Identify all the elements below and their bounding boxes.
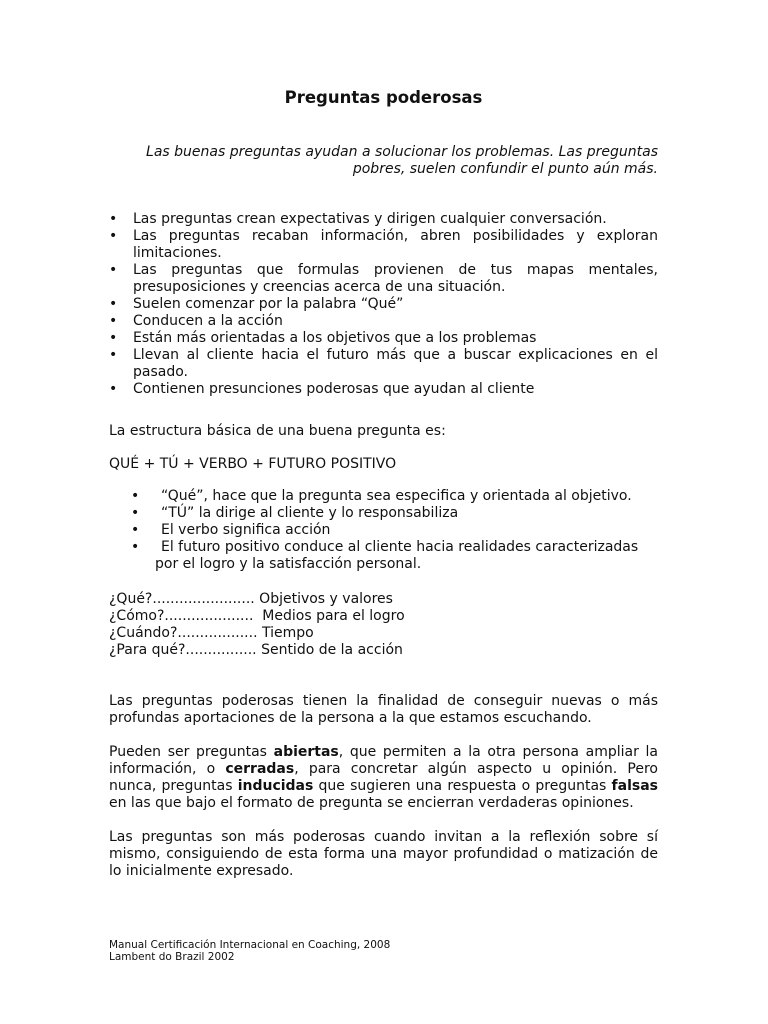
- bullet-item: • Las preguntas recaban información, abren posibilidades y exploran limitaciones.: [109, 228, 658, 262]
- bullet-item: • Las preguntas que formulas provienen de tus mapas mentales, presuposiciones y creencias acerca de una situación.: [109, 262, 658, 296]
- question-formula: QUÉ + TÚ + VERBO + FUTURO POSITIVO: [109, 456, 397, 472]
- bold-term: abiertas: [273, 744, 339, 760]
- paragraph-purpose: Las preguntas poderosas tienen la finalidad de conseguir nuevas o más profundas aportaciones de la persona a la que estamos escuchando.: [109, 693, 658, 726]
- paragraph-reflection: Las preguntas son más poderosas cuando invitan a la reflexión sobre sí mismo, consiguiendo de esta forma una mayor profundidad o matización de lo inicialmente expresado.: [109, 829, 658, 879]
- text-run: en las que bajo el formato de pregunta se encierran verdaderas opiniones.: [109, 795, 634, 811]
- bold-term: cerradas: [225, 761, 295, 777]
- page-title: Preguntas poderosas: [284, 88, 483, 107]
- bullet-item: • Contienen presunciones poderosas que ayudan al cliente: [109, 381, 658, 398]
- structure-intro: La estructura básica de una buena pregunta es:: [109, 423, 446, 439]
- question-word-row: ¿Qué?....................... Objetivos y valores: [109, 591, 393, 607]
- bold-term: falsas: [611, 778, 658, 794]
- text-run: Pueden ser preguntas: [109, 744, 274, 760]
- sub-bullet-item: • “Qué”, hace que la pregunta sea especifica y orientada al objetivo.: [109, 488, 658, 505]
- question-word-row: ¿Para qué?................ Sentido de la acción: [109, 642, 403, 658]
- footer-line-1: Manual Certificación Internacional en Coaching, 2008: [109, 939, 391, 951]
- page-footer: [109, 939, 390, 963]
- bullet-item: • Están más orientadas a los objetivos que a los problemas: [109, 330, 658, 347]
- bullet-list: [109, 211, 658, 398]
- text-run: , que permiten a la otra persona ampliar la información, o: [109, 744, 658, 777]
- sub-bullet-line-2: por el logro y la satisfacción personal.: [155, 556, 422, 572]
- bullet-item: • Suelen comenzar por la palabra “Qué”: [109, 296, 658, 313]
- text-run: , para concretar algún aspecto u opinión. Pero nunca, preguntas: [109, 761, 658, 794]
- sub-bullet-line-1: El futuro positivo conduce al cliente hacia realidades caracterizadas: [161, 539, 639, 555]
- question-word-row: ¿Cuándo?.................. Tiempo: [109, 625, 314, 641]
- sub-bullet-item: • El verbo significa acción: [109, 522, 658, 539]
- question-words-list: [109, 591, 405, 659]
- footer-line-2: Lambent do Brazil 2002: [109, 951, 235, 963]
- bullet-item: • Las preguntas crean expectativas y dirigen cualquier conversación.: [109, 211, 658, 228]
- epigraph-quote: [109, 144, 658, 178]
- paragraph-question-types: [109, 744, 658, 812]
- text-run: que sugieren una respuesta o preguntas: [313, 778, 612, 794]
- sub-bullet-item: [109, 539, 658, 573]
- epigraph-line-2: pobres, suelen confundir el punto aún más.: [352, 161, 658, 177]
- bold-term: inducidas: [237, 778, 314, 794]
- question-word-row: ¿Cómo?.................... Medios para el logro: [109, 608, 405, 624]
- bullet-item: • Conducen a la acción: [109, 313, 658, 330]
- bullet-item: • Llevan al cliente hacia el futuro más que a buscar explicaciones en el pasado.: [109, 347, 658, 381]
- sub-bullet-item: • “TÚ” la dirige al cliente y lo responsabiliza: [109, 505, 658, 522]
- formula-explanation-list: [109, 488, 658, 573]
- epigraph-line-1: Las buenas preguntas ayudan a solucionar los problemas. Las preguntas: [146, 144, 658, 160]
